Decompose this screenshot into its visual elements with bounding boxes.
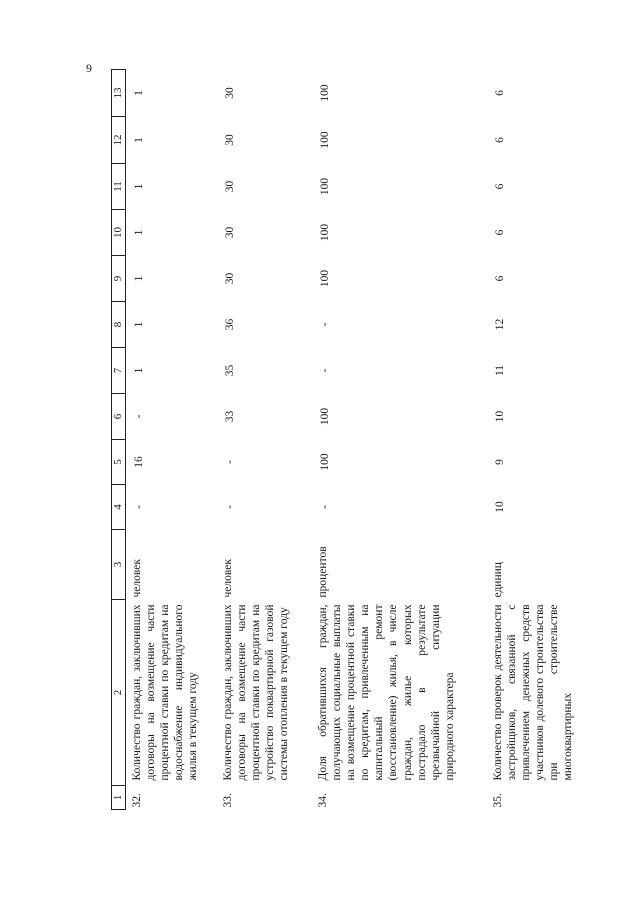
row-value: 6 xyxy=(494,275,507,282)
row-value: 100 xyxy=(319,84,332,102)
column-header: 8 xyxy=(112,302,126,348)
row-description: Доля обратившихся граждан, получающих социальные выплаты на возмещение процентной ставки по кредитам, привлеченным на капитальный ремонт (восстановление) жилья, в числе граждан, жилье которых пострадало в результате чрезвычайной ситуации природного характера xyxy=(317,604,456,781)
row-value: 100 xyxy=(319,177,332,196)
row-value: 12 xyxy=(494,318,507,331)
row-value: 11 xyxy=(494,364,507,377)
row-value: 100 xyxy=(319,269,332,288)
row-value: 6 xyxy=(494,183,507,190)
row-value: 16 xyxy=(133,456,146,468)
row-value: - xyxy=(319,505,332,509)
indicators-table xyxy=(111,69,640,810)
column-header: 12 xyxy=(112,117,126,164)
column-header: 13 xyxy=(112,70,126,117)
column-header: 4 xyxy=(112,485,126,530)
row-number: 35. xyxy=(492,793,505,808)
rotated-table-container xyxy=(111,70,640,810)
row-value: - xyxy=(133,414,146,419)
row-value: 33 xyxy=(224,410,237,423)
row-value: 30 xyxy=(224,226,237,239)
column-header: 10 xyxy=(112,210,126,256)
row-value: - xyxy=(319,322,332,327)
row-unit: единиц xyxy=(492,562,505,598)
row-unit: человек xyxy=(222,559,235,598)
table-row xyxy=(487,70,640,810)
row-number: 32. xyxy=(131,793,144,808)
table-row xyxy=(312,70,487,810)
row-value: 100 xyxy=(319,407,332,426)
column-header: 7 xyxy=(112,348,126,394)
row-value: 1 xyxy=(133,367,146,374)
row-value: 1 xyxy=(133,183,146,190)
row-value: 30 xyxy=(224,180,237,193)
row-value: 35 xyxy=(224,364,237,377)
row-value: 6 xyxy=(494,229,507,236)
row-value: - xyxy=(224,505,237,509)
row-unit: человек xyxy=(131,559,144,598)
row-value: 10 xyxy=(494,501,507,513)
column-header: 2 xyxy=(112,600,126,786)
row-value: 10 xyxy=(494,410,507,423)
row-value: 30 xyxy=(224,87,237,99)
row-value: 1 xyxy=(133,275,146,282)
column-header: 1 xyxy=(112,786,126,810)
row-value: 30 xyxy=(224,272,237,285)
row-number: 34. xyxy=(317,793,330,808)
column-header: 9 xyxy=(112,256,126,302)
row-number: 33. xyxy=(222,793,235,808)
column-header: 3 xyxy=(112,530,126,600)
row-value: 36 xyxy=(224,318,237,331)
row-value: 9 xyxy=(494,459,507,465)
table-row xyxy=(217,70,312,810)
column-header: 11 xyxy=(112,164,126,210)
column-header: 5 xyxy=(112,440,126,485)
row-description: Количество граждан, заключивших договоры на возмещение части процентной ставки по кредитам на водоснабжение индивидуального жилья в текущем году xyxy=(131,604,200,781)
row-value: 100 xyxy=(319,223,332,242)
row-unit: процентов xyxy=(317,546,330,598)
table-row xyxy=(126,70,218,810)
page-number: 9 xyxy=(86,61,92,75)
row-description: Количество проверок деятельности застройщиков, связанной с привлечением денежных средств участников долевого строительства при строительстве многоквартирных xyxy=(492,604,575,781)
row-value: 6 xyxy=(494,137,507,143)
row-value: 6 xyxy=(494,90,507,96)
column-header: 6 xyxy=(112,394,126,440)
row-value: 1 xyxy=(133,321,146,328)
row-value: 100 xyxy=(319,131,332,149)
table-header xyxy=(112,70,126,810)
row-value: - xyxy=(133,505,146,509)
row-value: - xyxy=(319,368,332,373)
row-value: 1 xyxy=(133,90,146,96)
row-value: 30 xyxy=(224,134,237,146)
row-description: Количество граждан, заключивших договоры на возмещение части процентной ставки по кредитам на устройство поквартирной газовой системы отопления в текущем году xyxy=(222,604,291,781)
row-value: 1 xyxy=(133,137,146,143)
row-value: - xyxy=(224,460,237,464)
row-value: 100 xyxy=(319,453,332,471)
row-value: 1 xyxy=(133,229,146,236)
